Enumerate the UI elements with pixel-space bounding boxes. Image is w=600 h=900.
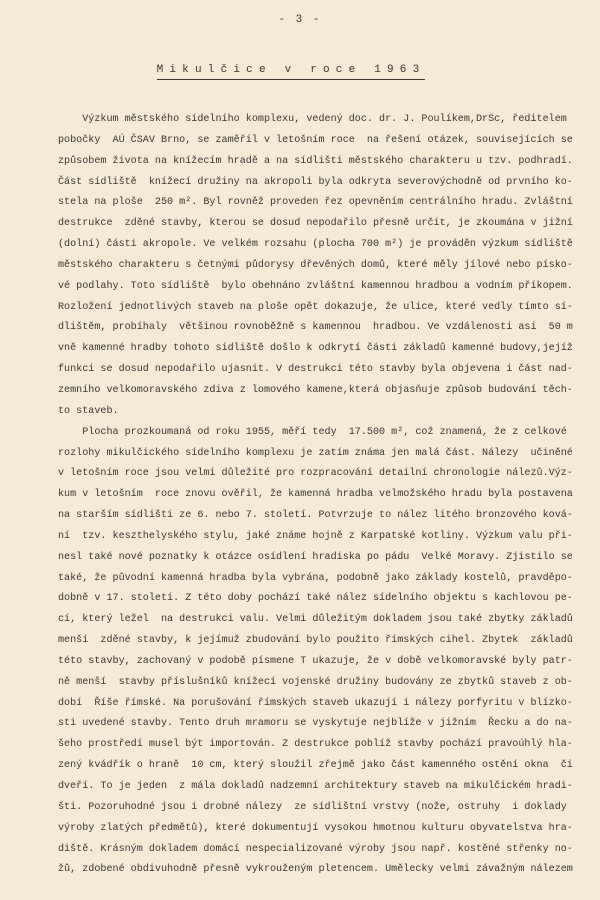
text-line: destrukce zděné stavby, kterou se dosud nepodařilo přesně určit, je zkoumána v jižní (58, 218, 573, 230)
text-line: sti uvedené stavby. Tento druh mramoru se vyskytuje nejblíže v jižním Řecku a do na- (58, 718, 573, 730)
text-line: výroby zlatých předmětů), které dokumentují vysokou hmotnou kulturu obyvatelstva hra- (58, 822, 573, 834)
text-line: městského charakteru s četnými půdorysy dřevěných domů, které měly jílové nebo písko- (58, 259, 573, 271)
text-line: Výzkum městského sídelního komplexu, vedený doc. dr. J. Poulíkem,DrSc, ředitelem (58, 114, 567, 125)
text-line: Rozložení jednotlivých staveb na ploše opět dokazuje, že ulice, které vedly tímto sí- (58, 301, 573, 313)
text-line: šeho prostředí musel být importován. Z destrukce poblíž stavby pochází pravoúhlý hla- (58, 739, 573, 751)
text-line: funkci se dosud nepodařilo ujasnit. V destrukci této stavby byla objevena i část nad- (58, 364, 573, 376)
text-line: to staveb. (58, 405, 119, 417)
text-line: v letošním roce jsou velmi důležité pro rozpracování detailní chronologie nálezů.Výz- (58, 468, 573, 480)
text-line: této stavby, zachovaný v podobě písmene T ukazuje, že v době velkomoravské byly patr- (58, 655, 573, 667)
text-line: ně menší stavby příslušníků knížecí vojenské družiny budovány ze zbytků staveb z ob- (58, 676, 573, 688)
text-line: dobně v 17. století. Z této doby pochází také nález sídelního objektu s kachlovou pe- (58, 593, 573, 605)
text-line: Část sídliště knížecí družiny na akropoli byla odkryta severovýchodně od prvního ko- (58, 176, 573, 188)
text-line: žů, zdobené obdivuhodně přesně vykrouženým pletencem. Umělecky velmi závažným nálezem (58, 864, 573, 876)
text-line: Plocha prozkoumaná od roku 1955, měří tedy 17.500 m², což znamená, že z celkové (58, 426, 567, 438)
text-line: rozlohy mikulčického sídelního komplexu je zatím známa jen malá část. Nálezy učiněné (58, 447, 573, 459)
text-line: na starším sídlišti ze 6. nebo 7. století. Potvrzuje to nález litého bronzového ková- (58, 510, 573, 522)
text-line: zemního velkomoravského zdiva z lomového kamene,která objasňuje způsob budování těch- (58, 384, 573, 396)
text-line: vně kamenné hradby tohoto sídliště došlo k odkrytí části základů kamenné budovy,jejíž (58, 343, 573, 355)
text-line: šti. Pozoruhodné jsou i drobné nálezy ze sídlištní vrstvy (nože, ostruhy i doklady (58, 801, 567, 813)
text-line: také, že původní kamenná hradba byla vybrána, podobně jako základy kostelů, pravděpo- (58, 572, 573, 584)
text-line: způsobem života na knížecím hradě a na sídlišti městského charakteru u tzv. podhradí. (58, 155, 573, 167)
text-line: dobí Říše římské. Na porušování římských staveb ukazují i nálezy porfyritu v blízko- (58, 697, 573, 709)
text-line: menší zděné stavby, k jejímuž zbudování bylo použito římských cihel. Zbytek základů (58, 635, 573, 647)
text-line: dlištěm, probíhaly většinou rovnoběžně s kamennou hradbou. Ve vzdálenosti asi 50 m (58, 322, 573, 334)
text-line: dveří. To je jeden z mála dokladů nadzemní architektury staveb na mikulčickém hradi- (58, 781, 573, 792)
page-number: - 3 - (278, 14, 322, 26)
text-line: (dolní) části akropole. Ve velkém rozsahu (plocha 700 m²) je prováděn výzkum sídliště (58, 239, 573, 251)
text-line: diště. Krásným dokladem domácí nespecializované výroby jsou např. kostěné střenky no- (58, 843, 573, 855)
text-line: nesl také nové poznatky k otázce osídlení hradiska po pádu Velké Moravy. Zjistilo se (58, 551, 573, 563)
text-line: cí, který ležel na destrukci valu. Velmi důležitým dokladem jsou také zbytky základů (58, 614, 573, 626)
document-body (58, 110, 588, 881)
text-line: pobočky AÚ ČSAV Brno, se zaměřil v letošním roce na řešení otázek, souvisejících se (58, 134, 573, 146)
text-line: kum v letošním roce znovu ověřil, že kamenná hradba velmožského hradu byla postavena (58, 489, 573, 501)
text-line: ní tzv. keszthelyského stylu, jaké známe hojně z Karpatské kotliny. Výzkum valu při- (58, 530, 573, 542)
text-line: stela na ploše 250 m². Byl rovněž proveden řez opevněním centrálního hradu. Zvláštní (58, 197, 573, 209)
document-title-wrap (0, 59, 582, 80)
text-line: vé podlahy. Toto sídliště bylo obehnáno zvláštní kamennou hradbou a vodním příkopem. (58, 280, 573, 292)
document-title: Mikulčice v roce 1963 (157, 64, 426, 80)
text-line: zený kvádřík o hraně 10 cm, který sloužil zřejmě jako část kamenného ostění okna či (58, 760, 573, 772)
